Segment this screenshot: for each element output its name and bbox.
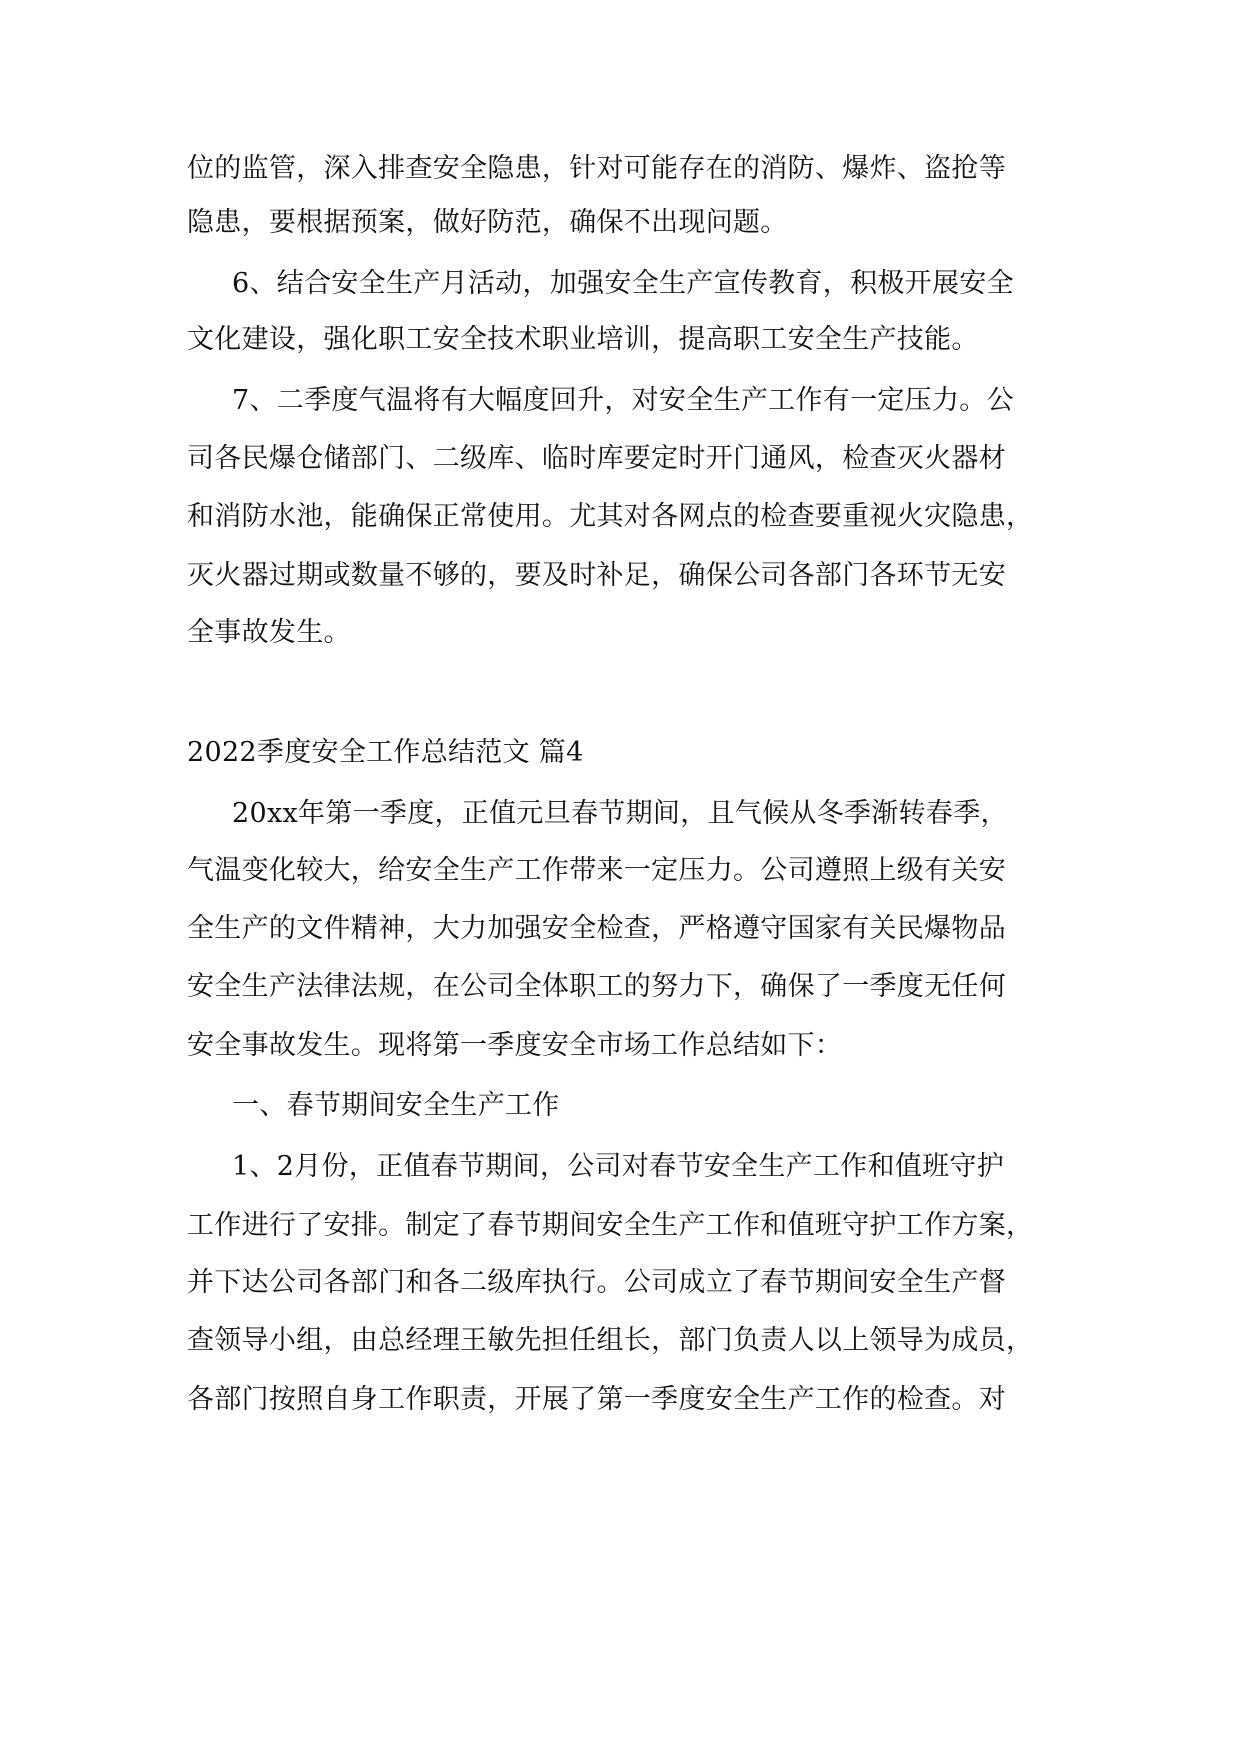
text-line: 灭火器过期或数量不够的，要及时补足，确保公司各部门各环节无安	[187, 560, 1006, 591]
text-line: 位的监管，深入排查安全隐患，针对可能存在的消防、爆炸、盗抢等	[187, 153, 1006, 184]
subheading: 一、春节期间安全生产工作	[232, 1090, 560, 1121]
text-line: 1、2月份，正值春节期间，公司对春节安全生产工作和值班守护	[232, 1151, 1005, 1182]
text-line: 和消防水池，能确保正常使用。尤其对各网点的检查要重视火灾隐患，	[187, 501, 1034, 532]
text-line: 全事故发生。	[187, 617, 351, 648]
text-line: 全生产的文件精神，大力加强安全检查，严格遵守国家有关民爆物品	[187, 913, 1006, 944]
text-line: 各部门按照自身工作职责，开展了第一季度安全生产工作的检查。对	[187, 1384, 1006, 1415]
text-line: 20xx年第一季度，正值元旦春节期间，且气候从冬季渐转春季，	[232, 798, 1008, 829]
text-line: 安全事故发生。现将第一季度安全市场工作总结如下：	[187, 1030, 843, 1061]
text-line: 6、结合安全生产月活动，加强安全生产宣传教育，积极开展安全	[232, 268, 1014, 299]
text-line: 7、二季度气温将有大幅度回升，对安全生产工作有一定压力。公	[232, 385, 1014, 416]
text-line: 查领导小组，由总经理王敏先担任组长，部门负责人以上领导为成员，	[187, 1325, 1034, 1356]
text-line: 隐患，要根据预案，做好防范，确保不出现问题。	[187, 207, 788, 238]
text-line: 司各民爆仓储部门、二级库、临时库要定时开门通风，检查灭火器材	[187, 443, 1006, 474]
text-line: 并下达公司各部门和各二级库执行。公司成立了春节期间安全生产督	[187, 1267, 1006, 1298]
text-line: 安全生产法律法规，在公司全体职工的努力下，确保了一季度无任何	[187, 971, 1006, 1002]
text-line: 气温变化较大，给安全生产工作带来一定压力。公司遵照上级有关安	[187, 855, 1006, 886]
text-line: 工作进行了安排。制定了春节期间安全生产工作和值班守护工作方案，	[187, 1210, 1034, 1241]
text-line: 文化建设，强化职工安全技术职业培训，提高职工安全生产技能。	[187, 324, 979, 355]
section-heading: 2022季度安全工作总结范文 篇4	[187, 737, 584, 768]
